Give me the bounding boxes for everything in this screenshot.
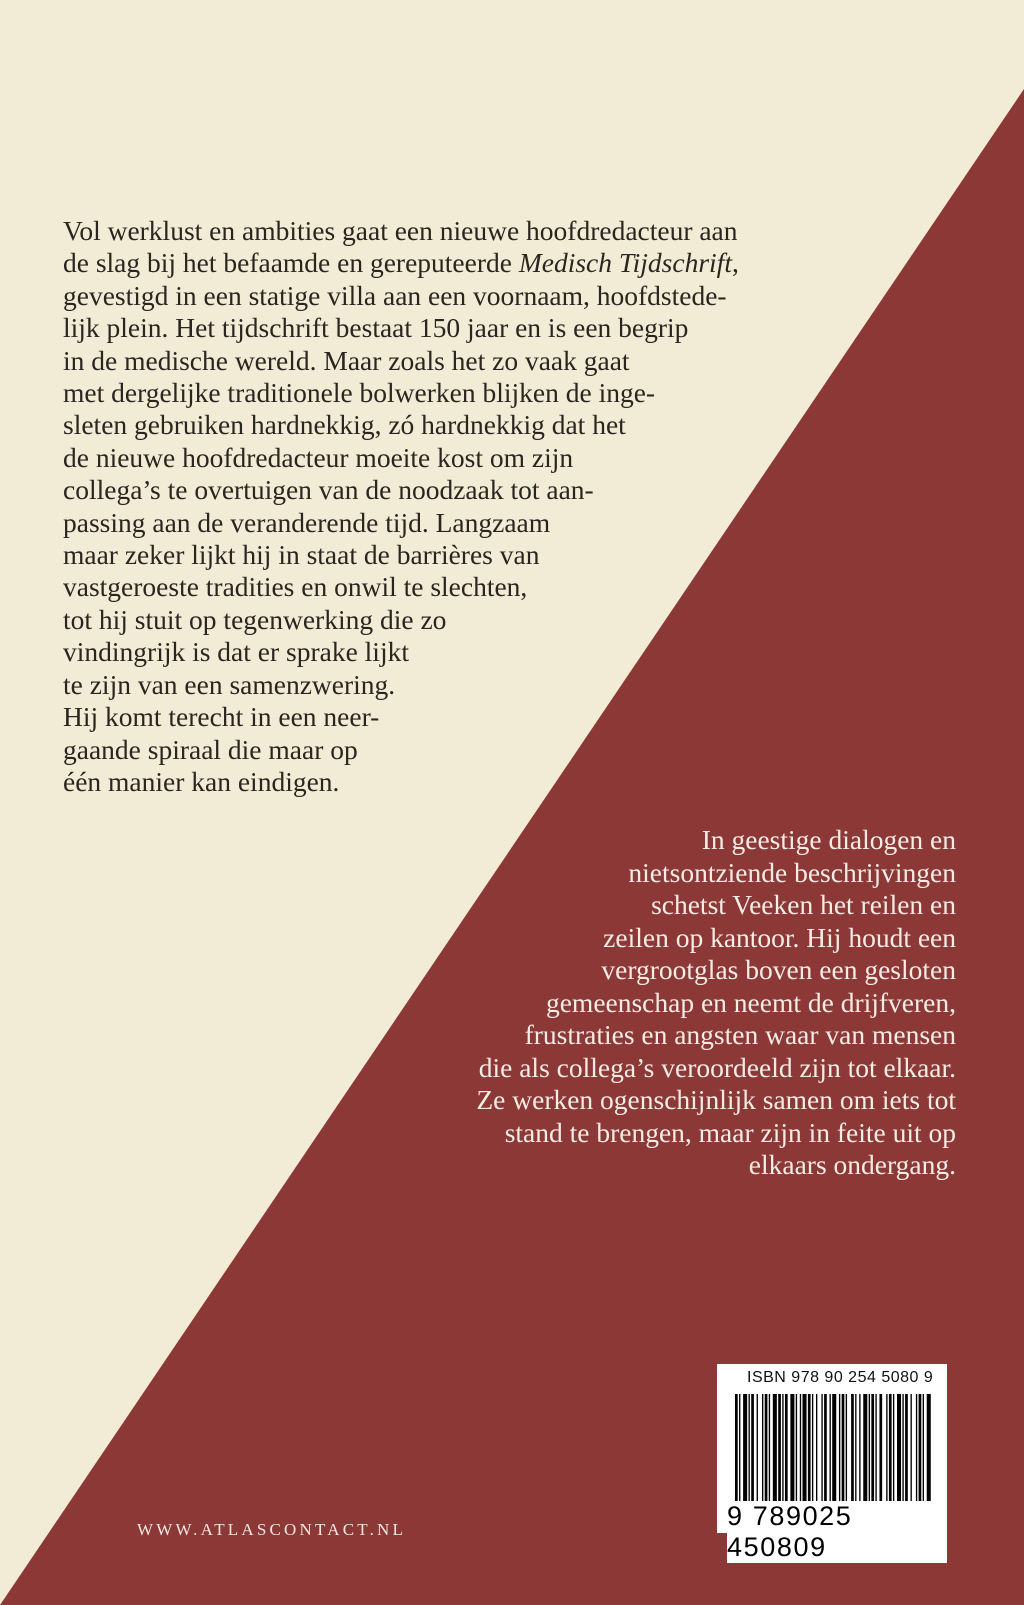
blurb-left-line: maar zeker lijkt hij in staat de barrières van [63,539,540,571]
blurb-left-line [63,247,863,279]
barcode-bar [785,1394,788,1506]
blurb-right [256,824,956,1182]
barcode-bar [851,1394,854,1506]
blurb-left-line: vastgeroeste tradities en onwil te slechten, [63,571,528,603]
barcode-bar [916,1394,917,1506]
barcode-digits: 9 789025 450809 [727,1501,947,1563]
barcode-bar [893,1394,894,1506]
isbn-number: ISBN 978 90 254 5080 9 [747,1369,934,1386]
blurb-left-line: in de medische wereld. Maar zoals het zo vaak gaat [63,344,630,376]
blurb-right-line: zeilen op kantoor. Hij houdt een [603,921,956,953]
blurb-left-line: de nieuwe hoofdredacteur moeite kost om zijn [63,441,574,473]
barcode-bar [824,1394,827,1506]
barcode-bar [808,1394,811,1506]
barcode-bar [842,1394,845,1506]
blurb-left-line: lijk plein. Het tijdschrift bestaat 150 jaar en is een begrip [63,312,689,344]
blurb-right-line: elkaars ondergang. [748,1149,956,1180]
magazine-title: Medisch Tijdschrift [518,247,732,279]
blurb-left-line: Vol werklust en ambities gaat een nieuwe hoofdredacteur aan [63,215,738,246]
blurb-left-line: gaande spiraal die maar op [63,733,358,765]
barcode-bar [832,1394,836,1506]
blurb-left-line: tot hij stuit op tegenwerking die zo [63,603,447,635]
blurb-left-line: Hij komt terecht in een neer- [63,701,380,733]
blurb-right-line: nietsontziende beschrijvingen [628,856,956,888]
barcode-bar [869,1394,870,1506]
barcode-bar [863,1394,867,1506]
barcode-bar [749,1394,750,1506]
blurb-right-line: Ze werken ogenschijnlijk samen om iets tot [476,1084,956,1115]
barcode-bar [889,1394,892,1506]
barcode-bar [911,1394,912,1506]
blurb-left [63,215,863,798]
blurb-right-line: frustraties en angsten waar van mensen [524,1019,956,1050]
barcode-bar [765,1394,768,1506]
barcode-bar [790,1394,794,1506]
barcode-bar [743,1394,747,1506]
isbn-barcode [717,1364,947,1562]
barcode-bar [800,1394,801,1506]
barcode-bar [773,1394,777,1506]
barcode-bar [919,1394,922,1506]
blurb-left-line: met dergelijke traditionele bolwerken blijken de inge- [63,377,656,409]
blurb-left-line: collega’s te overtuigen van de noodzaak tot aan- [63,474,594,506]
barcode-bar [816,1394,817,1506]
barcode-bar [757,1394,758,1506]
barcode-bar [821,1394,822,1506]
blurb-left-line: te zijn van een samenzwering. [63,668,396,700]
barcode-bar [855,1394,856,1506]
blurb-left-line: één manier kan eindigen. [63,765,340,797]
barcode-bar [859,1394,860,1506]
blurb-right-line: gemeenschap en neemt de drijfveren, [545,986,956,1018]
blurb-left-line: vindingrijk is dat er sprake lijkt [63,636,409,668]
barcode-bar [803,1394,807,1506]
barcode-bar [769,1394,770,1506]
barcode-bar [875,1394,876,1506]
barcode-bar [751,1394,754,1506]
barcode-bar [897,1394,901,1506]
blurb-left-line: passing aan de veranderende tijd. Langzaam [63,506,551,538]
blurb-right-line: stand te brengen, maar zijn in feite uit op [504,1116,956,1148]
barcode-bar [796,1394,797,1506]
barcode-bar [762,1394,763,1506]
barcode-bar [871,1394,874,1506]
blurb-right-line: In geestige dialogen en [701,824,956,855]
blurb-left-line: sleten gebruiken hardnekkig, zó hardnekkig dat het [63,409,626,441]
publisher-website[interactable]: WWW.ATLASCONTACT.NL [137,1520,407,1539]
barcode-bar [830,1394,831,1506]
barcode-bar [782,1394,783,1506]
barcode-bar [879,1394,882,1506]
blurb-right-line: vergrootglas boven een gesloten [601,954,956,985]
title-comma: , [731,247,739,279]
barcode-bar [846,1394,847,1506]
blurb-right-line: schetst Veeken het reilen en [651,889,956,920]
barcode-bar [778,1394,781,1506]
blurb-right-line: die als collega’s veroordeeld zijn tot elkaar. [478,1051,956,1083]
barcode-bar [905,1394,908,1506]
blurb-left-line: gevestigd in een statige villa aan een voornaam, hoofdstede- [63,279,727,311]
barcode-bar [839,1394,840,1506]
barcode-bar [886,1394,887,1506]
blurb-left-line-start: de slag bij het befaamde en gereputeerde [63,247,519,279]
barcode-bar [902,1394,903,1506]
